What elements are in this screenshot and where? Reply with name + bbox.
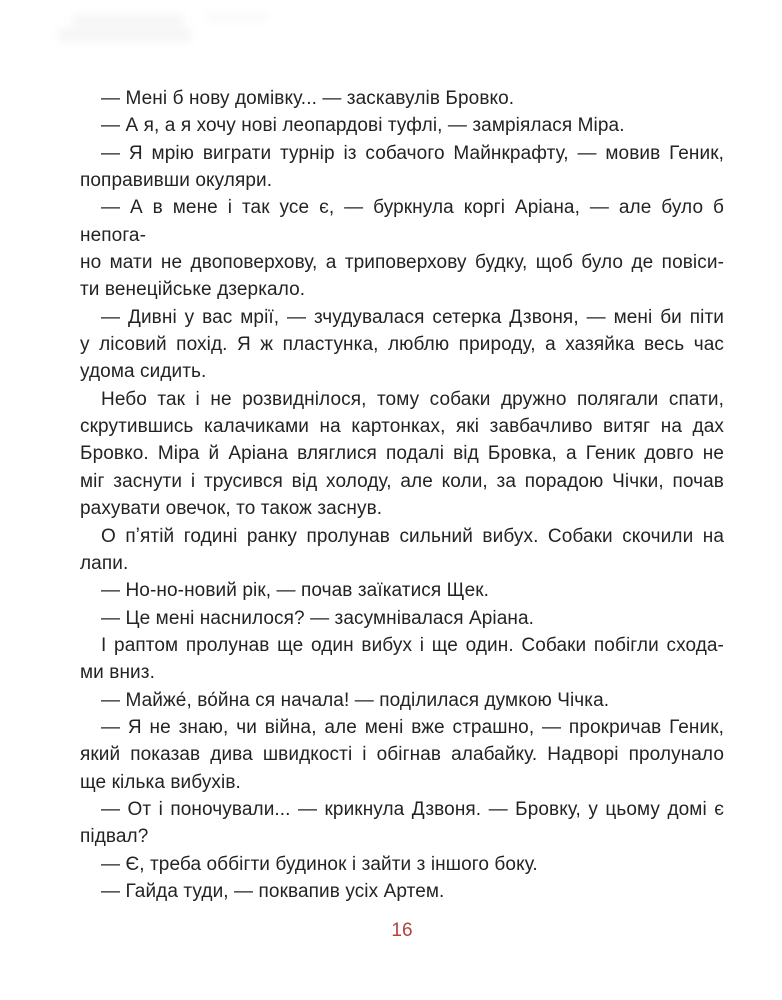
paragraph xyxy=(80,605,724,632)
text-line: — А в мене і так усе є, — буркнула коргі Аріана, — але було б непога- xyxy=(80,197,724,246)
paragraph xyxy=(80,796,724,851)
text-block xyxy=(80,85,724,905)
print-bleed-artifact xyxy=(72,14,184,27)
paragraph xyxy=(80,577,724,604)
text-line: ти венеційське дзеркало. xyxy=(80,279,306,301)
paragraph xyxy=(80,194,724,303)
text-line: Небо так і не розвиднілося, тому собаки дружно полягали спати, xyxy=(101,388,724,410)
print-bleed-artifact xyxy=(206,12,268,22)
text-line: — Я мрію виграти турнір із собачого Майнкрафту, — мовив Геник, xyxy=(101,142,724,164)
paragraph xyxy=(80,687,724,714)
text-line: — Гайда туди, — поквапив усіх Артем. xyxy=(101,880,445,902)
paragraph xyxy=(80,714,724,796)
paragraph xyxy=(80,386,724,523)
paragraph xyxy=(80,140,724,195)
text-line: — А я, а я хочу нові леопардові туфлі, — замріялася Міра. xyxy=(101,115,625,137)
paragraph xyxy=(80,523,724,578)
text-line: поправивши окуляри. xyxy=(80,170,273,192)
text-line: — Є, треба оббігти будинок і зайти з іншого боку. xyxy=(101,853,538,875)
text-line: — Но-но-новий рік, — почав заїкатися Щек. xyxy=(101,580,490,602)
paragraph xyxy=(80,85,724,112)
text-line: міг заснути і трусився від холоду, але коли, за порадою Чічки, почав xyxy=(80,470,724,492)
paragraph xyxy=(80,632,724,687)
text-line: — Майже́, во́йна ся начала! — поділилася думкою Чічка. xyxy=(101,689,610,711)
text-line: — Дивні у вас мрії, — зчудувалася сетерка Дзвоня, — мені би піти xyxy=(101,306,724,328)
text-line: лапи. xyxy=(80,552,129,574)
text-line: І раптом пролунав ще один вибух і ще один. Собаки побігли схода- xyxy=(101,634,724,656)
text-line: О пʼятій годині ранку пролунав сильний вибух. Собаки скочили на xyxy=(101,525,724,547)
text-line: скрутившись калачиками на картонках, які завбачливо витяг на дах xyxy=(80,416,724,438)
text-line: но мати не двоповерхову, а триповерхову будку, щоб було де повіси- xyxy=(80,252,724,274)
text-line: — Це мені наснилося? — засумнівалася Аріана. xyxy=(101,607,535,629)
text-line: рахувати овечок, то також заснув. xyxy=(80,498,383,520)
text-line: ми вниз. xyxy=(80,662,155,684)
text-line: — Я не знаю, чи війна, але мені вже страшно, — прокричав Геник, xyxy=(101,716,724,738)
text-line: ще кілька вибухів. xyxy=(80,771,241,793)
paragraph xyxy=(80,112,724,139)
text-line: удома сидить. xyxy=(80,361,207,383)
text-line: Бровко. Міра й Аріана вляглися подалі від Бровка, а Геник довго не xyxy=(80,443,724,465)
text-line: — Мені б нову домівку... — заскавулів Бровко. xyxy=(101,88,515,109)
text-line: який показав дива швидкості і обігнав алабайку. Надворі пролунало xyxy=(80,744,724,766)
text-line: у лісовий похід. Я ж пластунка, люблю природу, а хазяйка весь час xyxy=(80,334,724,356)
paragraph xyxy=(80,304,724,386)
text-line: — От і поночували... — крикнула Дзвоня. — Бровку, у цьому домі є xyxy=(101,798,724,820)
page-number: 16 xyxy=(391,920,413,941)
paragraph xyxy=(80,878,724,905)
paragraph xyxy=(80,851,724,878)
print-bleed-artifact xyxy=(58,28,192,42)
text-line: підвал? xyxy=(80,826,149,848)
